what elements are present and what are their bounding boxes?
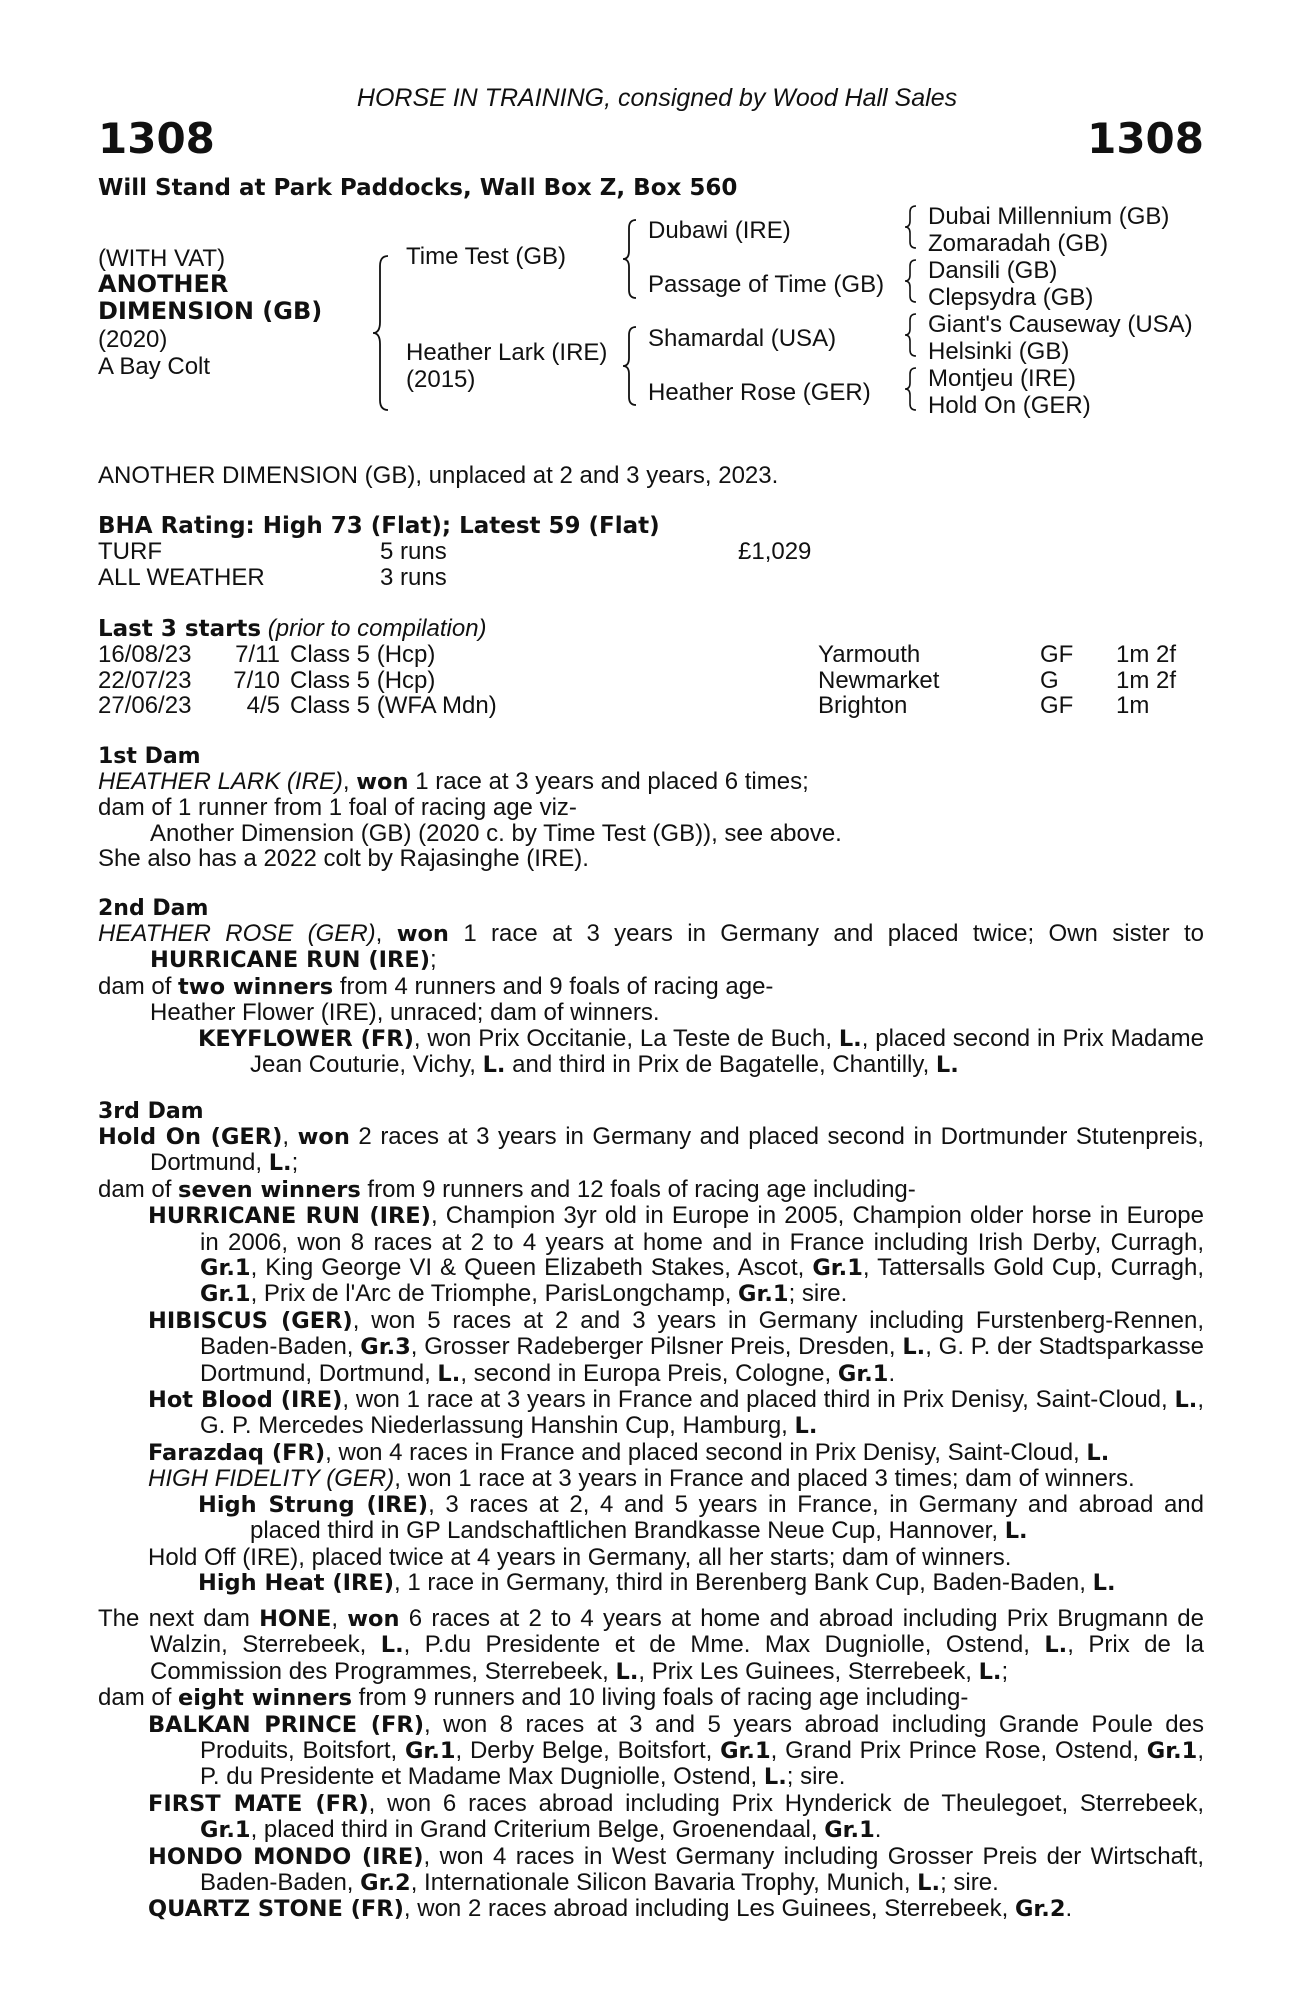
winners-count: two winners bbox=[178, 973, 334, 1000]
pedigree-dss: Giant's Causeway (USA) bbox=[928, 311, 1193, 338]
text: , second in Europa Preis, Cologne, bbox=[460, 1359, 838, 1387]
won-label: won bbox=[396, 921, 449, 947]
grade: Gr.1 bbox=[720, 1738, 771, 1765]
second-dam-line: Heather Flower (IRE), unraced; dam of winners. bbox=[150, 999, 660, 1027]
third-dam-section bbox=[98, 1099, 1204, 1596]
grade: Gr.2 bbox=[1014, 1896, 1066, 1923]
grade: L. bbox=[482, 1052, 506, 1079]
text: , won 4 races in France and placed second in Prix Denisy, Saint-Cloud, bbox=[325, 1438, 1087, 1466]
text: , placed second in Prix Madame Jean Couturie, Vichy, bbox=[250, 1024, 1204, 1079]
text: 6 races at 2 to 4 years at home and abroad including Prix Brugmann de Walzin, Sterrebeek, bbox=[150, 1605, 1204, 1659]
last-starts-heading bbox=[98, 616, 487, 642]
last-starts-note: (prior to compilation) bbox=[267, 615, 487, 642]
second-dam-heading: 2nd Dam bbox=[98, 896, 209, 921]
pedigree-brace-sd bbox=[904, 258, 922, 304]
rating-earnings-turf: £1,029 bbox=[738, 538, 812, 565]
start-race: Class 5 (Hcp) bbox=[290, 641, 436, 668]
racing-summary: ANOTHER DIMENSION (GB), unplaced at 2 and 3 years, 2023. bbox=[98, 462, 779, 489]
grade: L. bbox=[1092, 1569, 1116, 1596]
progeny-hondo-mondo bbox=[98, 1844, 1204, 1897]
horse-name: HONDO MONDO (IRE) bbox=[148, 1843, 424, 1870]
horse-description: A Bay Colt bbox=[98, 353, 211, 380]
start-position: 4/5 bbox=[246, 692, 280, 719]
won-label: won bbox=[297, 1124, 350, 1150]
text: , Internationale Silicon Bavaria Trophy, Munich, bbox=[410, 1869, 918, 1897]
third-dam-line bbox=[98, 1124, 1204, 1177]
grade: L. bbox=[1174, 1387, 1198, 1414]
text: from 4 runners and 9 foals of racing age- bbox=[333, 972, 774, 1000]
pedigree-brace-dd bbox=[904, 366, 922, 412]
pedigree-dam-year: (2015) bbox=[406, 366, 476, 393]
second-dam-section bbox=[98, 896, 1204, 1078]
third-dam-line bbox=[98, 1177, 1204, 1203]
first-dam-heading: 1st Dam bbox=[98, 744, 201, 769]
grade: L. bbox=[794, 1413, 818, 1440]
progeny-hurricane-run bbox=[98, 1203, 1204, 1308]
dam-name: HEATHER ROSE (GER) bbox=[98, 920, 376, 947]
grade: L. bbox=[437, 1360, 461, 1387]
text: , Prix de l'Arc de Triomphe, ParisLongchamp, bbox=[250, 1280, 739, 1308]
text: , G. P. der Stadtsparkasse Dortmund, Dortmund, bbox=[200, 1333, 1204, 1387]
text: 1 race at 3 years and placed 6 times; bbox=[408, 768, 809, 795]
start-race: Class 5 (Hcp) bbox=[290, 667, 436, 694]
grade: Gr.1 bbox=[824, 1817, 875, 1844]
start-going: GF bbox=[1040, 641, 1074, 668]
text: , won 5 races at 2 and 3 years in Germany including Furstenberg-Rennen, Baden-Baden, bbox=[200, 1306, 1204, 1361]
winners-count: eight winners bbox=[178, 1685, 353, 1712]
progeny-high-strung bbox=[98, 1492, 1204, 1545]
text: , won 6 races abroad including Prix Hynderick de Theulegoet, Sterrebeek, bbox=[368, 1789, 1204, 1817]
grade: L. bbox=[838, 1025, 862, 1052]
horse-name-line1: ANOTHER bbox=[98, 270, 229, 298]
text: , bbox=[375, 920, 397, 947]
pedigree-brace-sire bbox=[622, 218, 642, 300]
consignment-line: HORSE IN TRAINING, consigned by Wood Hall Sales bbox=[356, 84, 958, 112]
text: , won 1 race at 3 years in France and placed third in Prix Denisy, Saint-Cloud, bbox=[342, 1386, 1175, 1414]
dam-name: Hold On (GER) bbox=[98, 1124, 283, 1150]
grade: L. bbox=[380, 1632, 404, 1659]
last-starts-title: Last 3 starts bbox=[98, 616, 262, 642]
horse-name: QUARTZ STONE (FR) bbox=[148, 1896, 404, 1923]
first-dam-line: dam of 1 runner from 1 foal of racing age viz- bbox=[98, 794, 577, 822]
pedigree-brace-main bbox=[372, 254, 396, 412]
horse-name: High Heat (IRE) bbox=[198, 1569, 394, 1596]
next-dam-line bbox=[98, 1685, 1204, 1711]
text: , 3 races at 2, 4 and 5 years in France, in Germany and abroad and placed third in GP Landschaftlichen Brandkasse Neue Cup, Hannover, bbox=[250, 1490, 1204, 1545]
progeny-first-mate bbox=[98, 1791, 1204, 1844]
grade: L. bbox=[917, 1870, 941, 1897]
text: The next dam bbox=[98, 1605, 260, 1632]
start-course: Brighton bbox=[818, 692, 908, 719]
start-date: 27/06/23 bbox=[98, 692, 192, 719]
start-course: Yarmouth bbox=[818, 641, 921, 668]
start-distance: 1m bbox=[1116, 692, 1150, 719]
grade: L. bbox=[615, 1658, 639, 1685]
pedigree-ss: Dubawi (IRE) bbox=[648, 217, 791, 244]
second-dam-line bbox=[98, 974, 1204, 1000]
pedigree-brace-ss bbox=[904, 204, 922, 250]
rating-runs-turf: 5 runs bbox=[380, 538, 447, 565]
start-distance: 1m 2f bbox=[1116, 641, 1177, 668]
dam-name: HONE bbox=[259, 1606, 332, 1632]
pedigree-ddd: Hold On (GER) bbox=[928, 392, 1091, 419]
text: , Champion 3yr old in Europe in 2005, Champion older horse in Europe in 2006, won 8 races at 2 to 4 years at home and in France including Irish Derby, Curragh, bbox=[200, 1202, 1204, 1256]
text: , Tattersalls Gold Cup, Curragh, bbox=[862, 1254, 1204, 1282]
progeny-hot-blood bbox=[98, 1387, 1204, 1440]
horse-year: (2020) bbox=[98, 326, 168, 353]
progeny-balkan-prince bbox=[98, 1712, 1204, 1791]
next-dam-section bbox=[98, 1606, 1204, 1923]
grade: L. bbox=[935, 1052, 959, 1079]
grade: Gr.1 bbox=[404, 1738, 456, 1765]
rating-surface-turf: TURF bbox=[98, 538, 162, 565]
grade: Gr.3 bbox=[360, 1334, 411, 1361]
start-going: G bbox=[1040, 667, 1059, 694]
second-dam-line bbox=[98, 1026, 1204, 1079]
text: , G. P. Mercedes Niederlassung Hanshin Cup, Hamburg, bbox=[200, 1386, 1204, 1440]
text: from 9 runners and 12 foals of racing age including- bbox=[360, 1175, 916, 1203]
grade: L. bbox=[1004, 1518, 1028, 1545]
first-dam-line: She also has a 2022 colt by Rajasinghe (IRE). bbox=[98, 845, 589, 873]
text: , Derby Belge, Boitsfort, bbox=[455, 1737, 721, 1765]
vat-label: (WITH VAT) bbox=[98, 245, 226, 272]
text: , P.du Presidente et de Mme. Max Dugniolle, Ostend, bbox=[403, 1631, 1045, 1659]
text: , bbox=[342, 768, 357, 795]
horse-name: BALKAN PRINCE (FR) bbox=[148, 1711, 425, 1738]
grade: L. bbox=[1086, 1439, 1110, 1466]
text: ; bbox=[1001, 1657, 1009, 1685]
won-label: won bbox=[356, 769, 409, 795]
pedigree-sdd: Clepsydra (GB) bbox=[928, 284, 1094, 311]
text: , Grand Prix Prince Rose, Ostend, bbox=[770, 1737, 1147, 1765]
pedigree-ssd: Zomaradah (GB) bbox=[928, 230, 1109, 257]
text: and third in Prix de Bagatelle, Chantilly, bbox=[505, 1051, 936, 1079]
pedigree-sds: Dansili (GB) bbox=[928, 257, 1058, 284]
pedigree-brace-ds bbox=[904, 312, 922, 358]
text: dam of bbox=[98, 1684, 179, 1712]
lot-number-right: 1308 bbox=[1087, 114, 1204, 163]
text: , won 2 races abroad including Les Guinees, Sterrebeek, bbox=[403, 1895, 1015, 1923]
text: , King George VI & Queen Elizabeth Stakes, Ascot, bbox=[250, 1254, 813, 1282]
pedigree-ds: Shamardal (USA) bbox=[648, 325, 837, 352]
start-date: 22/07/23 bbox=[98, 667, 192, 694]
pedigree-dsd: Helsinki (GB) bbox=[928, 338, 1070, 365]
text: ; sire. bbox=[788, 1280, 848, 1308]
dam-name: HEATHER LARK (IRE) bbox=[98, 768, 343, 795]
pedigree-dam: Heather Lark (IRE) bbox=[406, 339, 608, 366]
lot-number-left: 1308 bbox=[98, 114, 215, 163]
text: , bbox=[282, 1123, 298, 1150]
text: , P. du Presidente et Madame Max Dugniolle, Ostend, bbox=[200, 1737, 1205, 1791]
horse-name: Farazdaq (FR) bbox=[148, 1439, 326, 1466]
start-distance: 1m 2f bbox=[1116, 667, 1177, 694]
text: dam of bbox=[98, 1175, 179, 1203]
grade: L. bbox=[1044, 1632, 1068, 1659]
horse-name: HURRICANE RUN (IRE) bbox=[148, 1203, 431, 1230]
third-dam-heading: 3rd Dam bbox=[98, 1099, 204, 1124]
horse-name: Hot Blood (IRE) bbox=[148, 1387, 343, 1414]
text: . bbox=[1065, 1895, 1073, 1923]
grade: L. bbox=[763, 1764, 787, 1791]
grade: Gr.2 bbox=[360, 1870, 411, 1897]
text: , Prix Les Guinees, Sterrebeek, bbox=[638, 1657, 979, 1685]
text: ; bbox=[429, 946, 437, 974]
text: . bbox=[874, 1816, 882, 1844]
start-date: 16/08/23 bbox=[98, 641, 192, 668]
horse-name: FIRST MATE (FR) bbox=[148, 1790, 369, 1817]
text: ; sire. bbox=[786, 1763, 846, 1791]
grade: L. bbox=[902, 1334, 926, 1361]
second-dam-line bbox=[98, 921, 1204, 974]
horse-name-line2: DIMENSION (GB) bbox=[98, 297, 323, 325]
grade: L. bbox=[268, 1150, 292, 1177]
text: dam of bbox=[98, 972, 179, 1000]
text: ; bbox=[291, 1149, 299, 1177]
pedigree-sd: Passage of Time (GB) bbox=[648, 271, 885, 298]
pedigree-brace-dam bbox=[622, 325, 642, 407]
grade: Gr.1 bbox=[1146, 1738, 1198, 1765]
text: , bbox=[331, 1605, 348, 1632]
pedigree-dds: Montjeu (IRE) bbox=[928, 365, 1077, 392]
horse-name: HIGH FIDELITY (GER) bbox=[148, 1465, 395, 1493]
text: , placed third in Grand Criterium Belge, Groenendaal, bbox=[250, 1816, 825, 1844]
grade: Gr.1 bbox=[200, 1817, 251, 1844]
text: , 1 race in Germany, third in Berenberg Bank Cup, Baden-Baden, bbox=[394, 1568, 1093, 1596]
grade: Gr.1 bbox=[812, 1255, 863, 1282]
stable-location: Will Stand at Park Paddocks, Wall Box Z, Box 560 bbox=[98, 175, 738, 201]
text: , won Prix Occitanie, La Teste de Buch, bbox=[413, 1024, 839, 1052]
first-dam-line bbox=[98, 769, 1204, 795]
text: from 9 runners and 10 living foals of racing age including- bbox=[352, 1684, 969, 1712]
text: . bbox=[888, 1359, 896, 1387]
horse-name: HURRICANE RUN (IRE) bbox=[150, 947, 430, 974]
rating-surface-aw: ALL WEATHER bbox=[98, 564, 265, 591]
progeny-farazdaq bbox=[98, 1440, 1204, 1466]
start-race: Class 5 (WFA Mdn) bbox=[290, 692, 497, 719]
winners-count: seven winners bbox=[178, 1176, 361, 1203]
next-dam-line bbox=[98, 1606, 1204, 1685]
text: ; sire. bbox=[940, 1869, 999, 1897]
bha-rating: BHA Rating: High 73 (Flat); Latest 59 (Flat) bbox=[98, 513, 660, 539]
horse-name: KEYFLOWER (FR) bbox=[198, 1025, 414, 1052]
start-course: Newmarket bbox=[818, 667, 940, 694]
grade: Gr.1 bbox=[837, 1360, 889, 1387]
rating-runs-aw: 3 runs bbox=[380, 564, 447, 591]
grade: Gr.1 bbox=[738, 1281, 789, 1308]
horse-name: HIBISCUS (GER) bbox=[148, 1307, 353, 1334]
horse-name: High Strung (IRE) bbox=[198, 1491, 429, 1518]
text: , won 1 race at 3 years in France and placed 3 times; dam of winners. bbox=[394, 1465, 1135, 1493]
start-position: 7/11 bbox=[235, 641, 280, 668]
grade: Gr.1 bbox=[200, 1255, 251, 1282]
pedigree-sire: Time Test (GB) bbox=[406, 243, 567, 270]
text: , Grosser Radeberger Pilsner Preis, Dresden, bbox=[410, 1333, 903, 1361]
text: , won 4 races in West Germany including Grosser Preis der Wirtschaft, Baden-Baden, bbox=[200, 1842, 1205, 1897]
progeny-hibiscus bbox=[98, 1308, 1204, 1387]
start-going: GF bbox=[1040, 692, 1074, 719]
first-dam-section bbox=[98, 744, 1204, 872]
start-position: 7/10 bbox=[233, 667, 280, 694]
grade: L. bbox=[978, 1658, 1002, 1685]
text: , won 8 races at 3 and 5 years abroad including Grande Poule des Produits, Boitsfort, bbox=[200, 1710, 1204, 1765]
grade: Gr.1 bbox=[200, 1281, 251, 1308]
pedigree-dd: Heather Rose (GER) bbox=[648, 379, 871, 406]
text: , Prix de la Commission des Programmes, Sterrebeek, bbox=[150, 1631, 1204, 1685]
first-dam-line: Another Dimension (GB) (2020 c. by Time Test (GB)), see above. bbox=[150, 819, 842, 847]
progeny-quartz-stone bbox=[98, 1896, 1204, 1922]
won-label: won bbox=[347, 1606, 400, 1632]
pedigree-sss: Dubai Millennium (GB) bbox=[928, 203, 1170, 230]
progeny-hold-off: Hold Off (IRE), placed twice at 4 years in Germany, all her starts; dam of winners. bbox=[148, 1543, 1012, 1571]
progeny-high-heat bbox=[98, 1570, 1204, 1596]
text: 2 races at 3 years in Germany and placed second in Dortmunder Stutenpreis, Dortmund, bbox=[150, 1123, 1204, 1177]
progeny-high-fidelity bbox=[98, 1466, 1204, 1491]
text: 1 race at 3 years in Germany and placed twice; Own sister to bbox=[448, 920, 1204, 947]
